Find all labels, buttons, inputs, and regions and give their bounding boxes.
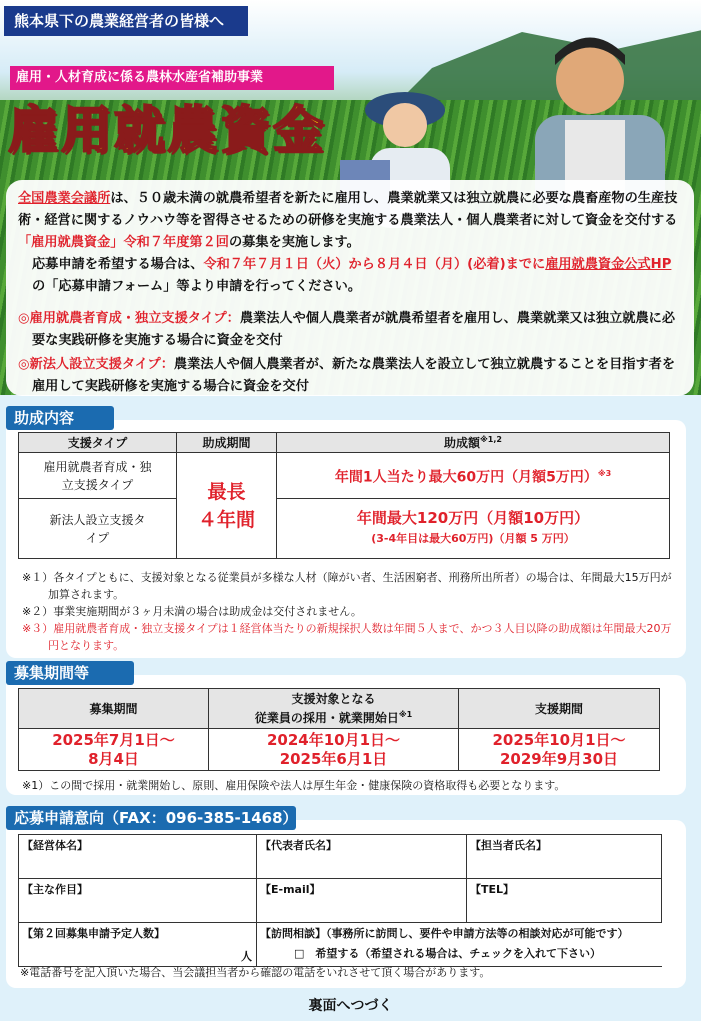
type2-text: 農業法人や個人農業者が、新たな農業法人を設立して独立就農することを目指す者を雇用して実践研修を実施する場合に資金を交付 <box>32 357 676 394</box>
col-period: 助成期間 <box>177 433 277 453</box>
application-form <box>18 834 662 967</box>
amount2-cell: 年間最大120万円（月額10万円） (3-4年目は最大60万円)（月額 5 万円） <box>277 499 670 559</box>
col-amount: 助成額$^{※1,2}$ <box>277 433 670 453</box>
col-hire-start: 支援対象となる 従業員の採用・就業開始日$^{※1}$ <box>209 689 459 729</box>
visit-request-checkbox[interactable]: □ 希望する（希望される場合は、チェックを入れて下さい） <box>294 947 602 960</box>
subsidy-content-heading: 助成内容 <box>6 406 114 430</box>
email-field[interactable]: 【E-mail】 <box>257 879 467 923</box>
intro-text: の募集を実施します。 <box>229 235 360 250</box>
target-audience-banner: 熊本県下の農業経営者の皆様へ <box>4 6 248 36</box>
note-1: ※１）各タイプともに、支援対象となる従業員が多様な人材（障がい者、生活困窮者、刑務所出所者）の場合は、年間最大15万円が加算されます。 <box>22 571 672 601</box>
continued-on-back: 裏面へつづく <box>308 998 393 1014</box>
application-dates: 令和７年７月１日（火）から８月４日（月）(必着)までに <box>203 257 546 272</box>
col-support-type: 支援タイプ <box>19 433 177 453</box>
col-support-period: 支援期間 <box>459 689 660 729</box>
intro-box <box>6 180 694 396</box>
visit-consult-field: 【訪問相談】（事務所に訪問し、要件や申請方法等の相談対応が可能です） □ 希望する（希望される場合は、チェックを入れて下さい） <box>257 923 662 967</box>
application-text: の「応募申請フォーム」等より申請を行ってください。 <box>32 279 362 294</box>
recruitment-period-value: 2025年7月1日～ 8月4日 <box>19 729 209 771</box>
phone-note: ※電話番号を記入頂いた場合、当会議担当者から確認の電話をいれさせて頂く場合があります。 <box>20 966 491 979</box>
type2-label: ◎新法人設立支援タイプ： <box>18 357 174 372</box>
amount1-cell: 年間1人当たり最大60万円（月額5万円）$^{※3}$ <box>277 453 670 499</box>
subsidy-program-label: 雇用・人材育成に係る農林水産省補助事業 <box>10 66 334 90</box>
recruitment-note: ※1）この間で採用・就業開始し、原則、雇用保険や法人は厚生年金・健康保険の資格取得も必要となります。 <box>22 779 566 792</box>
planned-applicants-field[interactable]: 【第２回募集申請予定人数】 人 <box>19 923 257 967</box>
rep-name-field[interactable]: 【代表者氏名】 <box>257 835 467 879</box>
page-title: 雇用就農資金 <box>8 101 326 159</box>
official-hp-link[interactable]: 雇用就農資金公式HP <box>545 257 672 272</box>
support-period-value: 2025年10月1日～ 2029年9月30日 <box>459 729 660 771</box>
org-name-field[interactable]: 【経営体名】 <box>19 835 257 879</box>
recruitment-period-heading: 募集期間等 <box>6 661 134 685</box>
recruitment-table <box>18 688 660 771</box>
note-3: ※３）雇用就農者育成・独立支援タイプは１経営体当たりの新規採択人数は年間５人まで、かつ３人目以降の助成額は年間最大20万円となります。 <box>22 622 672 652</box>
type2-cell: 新法人設立支援タイプ <box>19 499 177 559</box>
hire-start-value: 2024年10月1日～ 2025年6月1日 <box>209 729 459 771</box>
organizer-name: 全国農業会議所 <box>18 191 111 206</box>
note-2: ※２）事業実施期間が３ヶ月未満の場合は助成金は交付されません。 <box>22 605 362 618</box>
tel-field[interactable]: 【TEL】 <box>467 879 662 923</box>
subsidy-notes <box>22 569 682 654</box>
subsidy-table <box>18 432 670 559</box>
intro-text: は、５０歳未満の就農希望者を新たに雇用し、農業就業又は独立就農に必要な農畜産物の生産技術・経営に関するノウハウ等を習得させるための研修を実施する農業法人・個人農業者に対して資金を交付する <box>18 191 678 228</box>
type1-cell: 雇用就農者育成・独立支援タイプ <box>19 453 177 499</box>
application-text: 応募申請を希望する場合は、 <box>32 257 204 272</box>
period-cell: 最長 ４年間 <box>177 453 277 559</box>
main-crop-field[interactable]: 【主な作目】 <box>19 879 257 923</box>
type1-label: ◎雇用就農者育成・独立支援タイプ： <box>18 311 240 326</box>
staff-name-field[interactable]: 【担当者氏名】 <box>467 835 662 879</box>
program-round: 「雇用就農資金」令和７年度第２回 <box>18 235 229 250</box>
application-intent-heading: 応募申請意向（FAX：096-385-1468） <box>6 806 296 830</box>
col-recruitment-period: 募集期間 <box>19 689 209 729</box>
type1-text: 農業法人や個人農業者が就農希望者を雇用し、農業就業又は独立就農に必要な実践研修を実施する場合に資金を交付 <box>32 311 676 348</box>
